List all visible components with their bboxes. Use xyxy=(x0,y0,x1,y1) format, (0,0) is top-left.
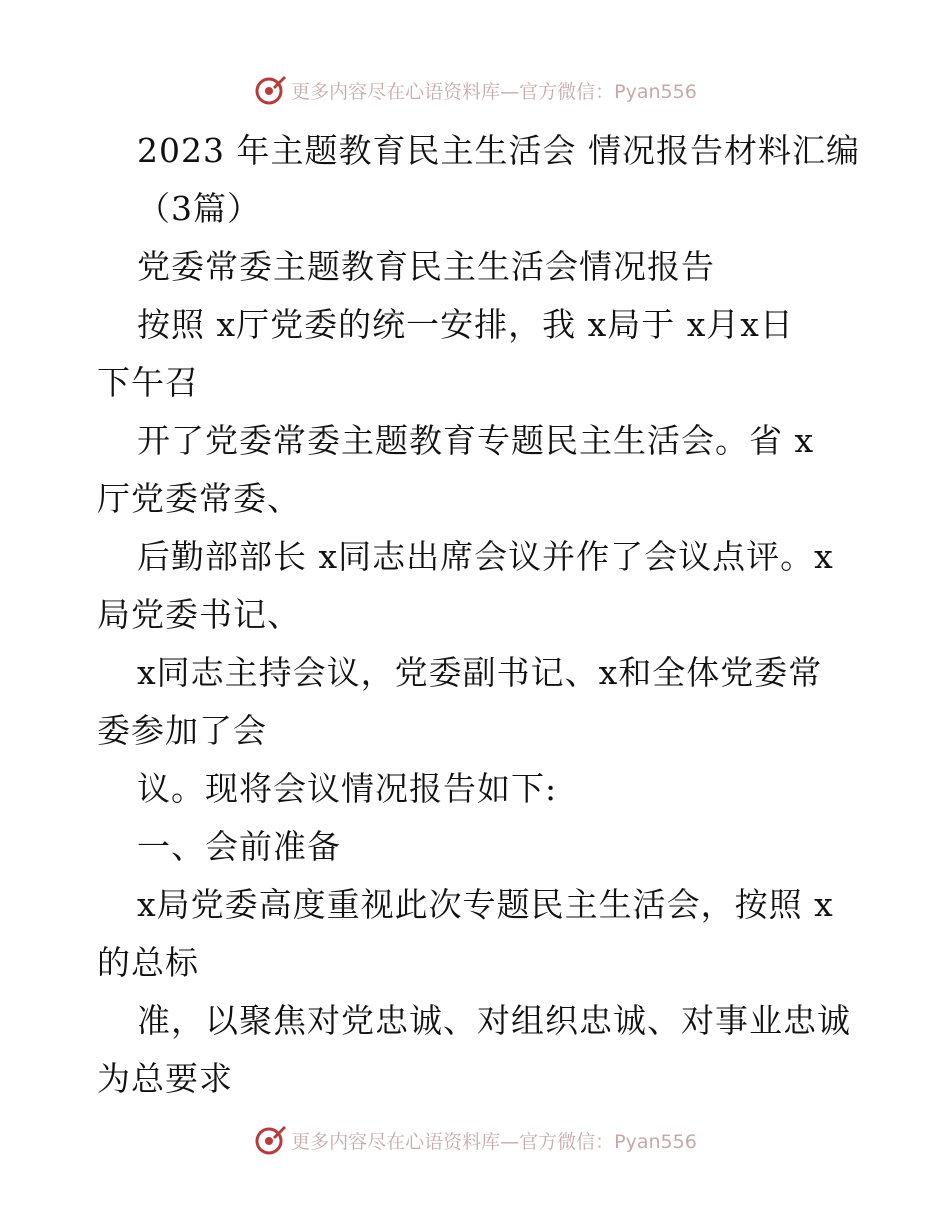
paragraph-line: 开了党委常委主题教育专题民主生活会。省 x xyxy=(137,421,815,460)
paragraph-line: 委参加了会 xyxy=(97,711,267,750)
section-heading: 一、会前准备 xyxy=(137,827,341,866)
paragraph-line: 下午召 xyxy=(97,363,199,402)
paragraph-line: x局党委高度重视此次专题民主生活会，按照 x xyxy=(137,885,834,924)
pen-circle-logo-icon xyxy=(253,73,287,107)
footer-watermark-banner xyxy=(0,1120,950,1160)
paragraph-line: 议。现将会议情况报告如下: xyxy=(137,769,558,808)
paragraph-line: 厅党委常委、 xyxy=(97,479,301,518)
paragraph-line: 局党委书记、 xyxy=(97,595,301,634)
paragraph-line: 的总标 xyxy=(97,943,199,982)
doc-subtitle: 党委常委主题教育民主生活会情况报告 xyxy=(137,247,715,286)
footer-banner-text: 更多内容尽在心语资料库—官方微信：Pyan556 xyxy=(291,1130,697,1153)
pen-circle-logo-icon xyxy=(253,1123,287,1157)
paragraph-line: x同志主持会议，党委副书记、x和全体党委常 xyxy=(137,653,823,692)
document-body xyxy=(97,122,860,1108)
paragraph-line: 后勤部部长 x同志出席会议并作了会议点评。x xyxy=(137,537,834,576)
doc-title-line-1: 2023 年主题教育民主生活会 情况报告材料汇编 xyxy=(137,131,860,170)
header-watermark-banner xyxy=(0,70,950,110)
paragraph-line: 按照 x厅党委的统一安排，我 x局于 x月x日 xyxy=(137,305,794,344)
paragraph-line: 为总要求 xyxy=(97,1059,233,1098)
doc-title-line-2: （3篇） xyxy=(137,189,261,228)
header-banner-text: 更多内容尽在心语资料库—官方微信：Pyan556 xyxy=(291,80,697,103)
paragraph-line: 准，以聚焦对党忠诚、对组织忠诚、对事业忠诚 xyxy=(137,1001,851,1040)
